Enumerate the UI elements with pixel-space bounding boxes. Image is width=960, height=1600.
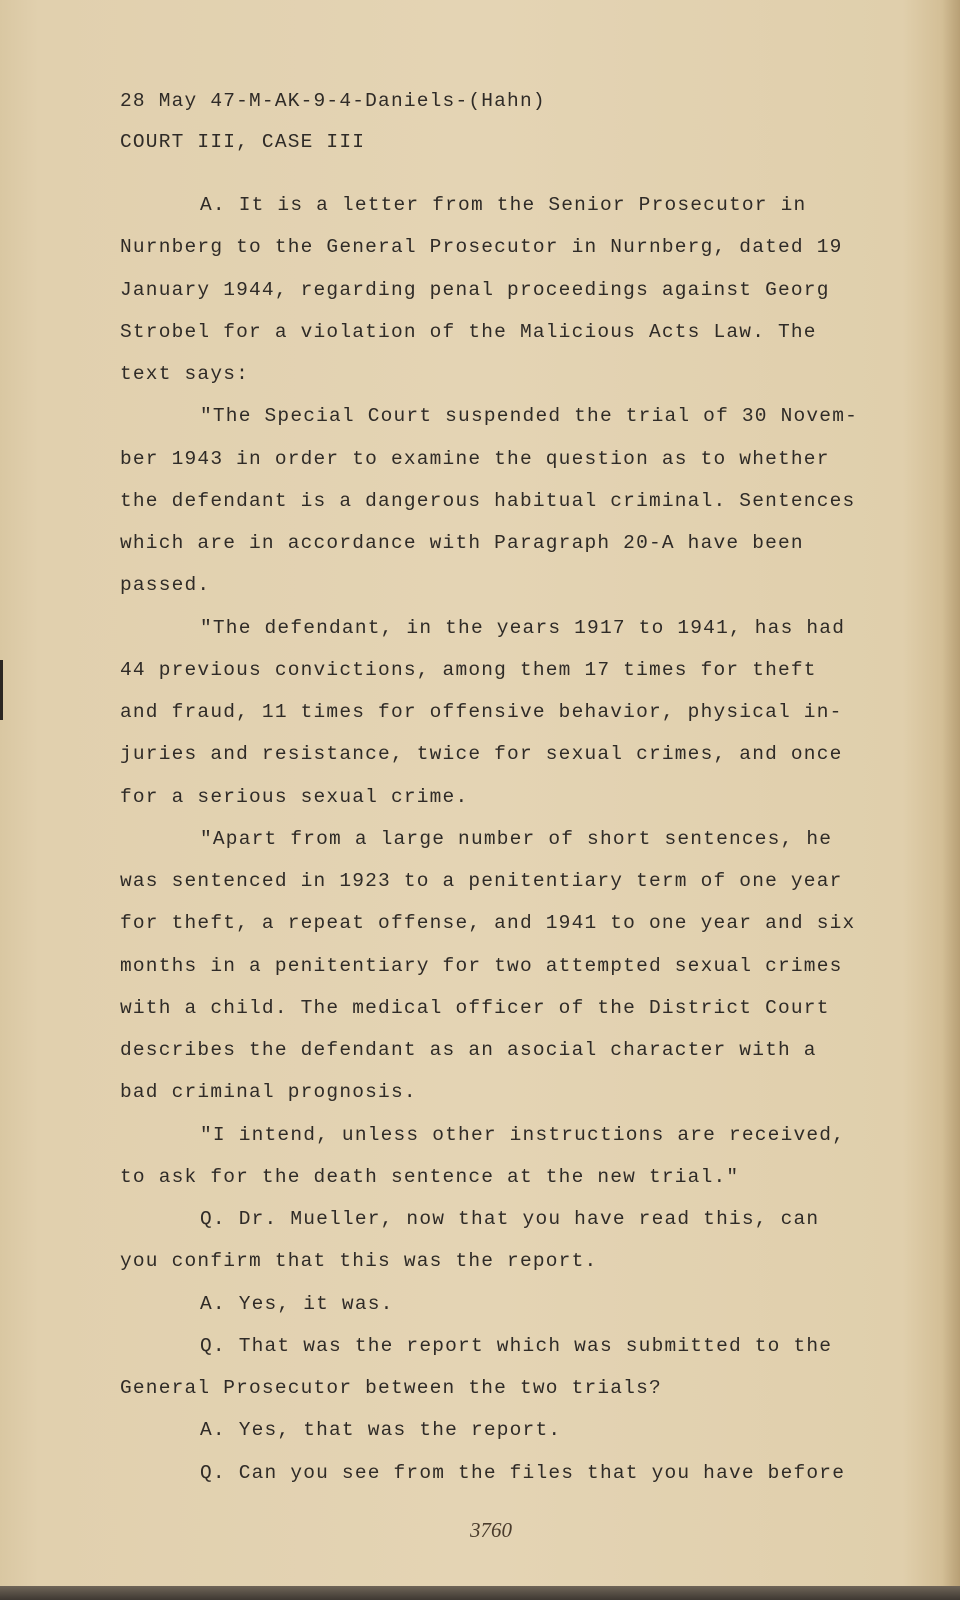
body-line: and fraud, 11 times for offensive behavior, physical in-: [120, 701, 843, 723]
body-line: which are in accordance with Paragraph 20-A have been: [120, 532, 804, 554]
header-line-2: COURT III, CASE III: [120, 131, 366, 153]
body-line: Nurnberg to the General Prosecutor in Nurnberg, dated 19: [120, 236, 843, 258]
body-line: Q. That was the report which was submitted to the: [200, 1335, 833, 1357]
body-line: "The Special Court suspended the trial of 30 Novem-: [200, 405, 858, 427]
body-line: A. Yes, that was the report.: [200, 1419, 562, 1441]
body-line: "I intend, unless other instructions are received,: [200, 1124, 846, 1146]
body-line: with a child. The medical officer of the District Court: [120, 997, 830, 1019]
body-line: bad criminal prognosis.: [120, 1081, 417, 1103]
scan-bottom-edge: [0, 1586, 960, 1600]
body-line: the defendant is a dangerous habitual criminal. Sentences: [120, 490, 856, 512]
body-line: A. It is a letter from the Senior Prosecutor in: [200, 194, 807, 216]
body-line: 44 previous convictions, among them 17 times for theft: [120, 659, 817, 681]
body-line: you confirm that this was the report.: [120, 1250, 598, 1272]
page-number: 3760: [470, 1518, 512, 1542]
body-line: juries and resistance, twice for sexual crimes, and once: [120, 743, 843, 765]
body-line: January 1944, regarding penal proceedings against Georg: [120, 279, 830, 301]
body-line: A. Yes, it was.: [200, 1293, 394, 1315]
body-line: text says:: [120, 363, 250, 385]
body-line: "Apart from a large number of short sentences, he: [200, 828, 833, 850]
body-line: Strobel for a violation of the Malicious Acts Law. The: [120, 321, 817, 343]
body-line: to ask for the death sentence at the new trial.": [120, 1166, 740, 1188]
body-line: ber 1943 in order to examine the question as to whether: [120, 448, 830, 470]
body-line: "The defendant, in the years 1917 to 1941, has had: [200, 617, 846, 639]
body-line: Q. Dr. Mueller, now that you have read this, can: [200, 1208, 820, 1230]
body-line: for theft, a repeat offense, and 1941 to one year and six: [120, 912, 856, 934]
body-line: Q. Can you see from the files that you have before: [200, 1462, 846, 1484]
body-line: months in a penitentiary for two attempted sexual crimes: [120, 955, 843, 977]
body-line: for a serious sexual crime.: [120, 786, 469, 808]
header-line-1: 28 May 47-M-AK-9-4-Daniels-(Hahn): [120, 90, 546, 112]
body-line: General Prosecutor between the two trials?: [120, 1377, 662, 1399]
body-line: passed.: [120, 574, 211, 596]
body-line: was sentenced in 1923 to a penitentiary term of one year: [120, 870, 843, 892]
body-line: describes the defendant as an asocial character with a: [120, 1039, 817, 1061]
